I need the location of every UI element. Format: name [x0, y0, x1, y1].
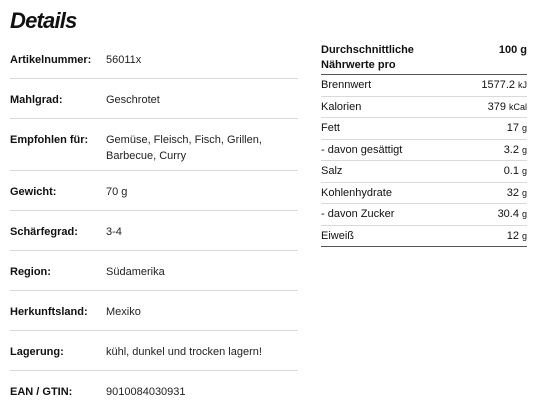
detail-row-origin-country — [10, 291, 298, 331]
detail-row-storage — [10, 331, 298, 371]
detail-row-region — [10, 251, 298, 291]
detail-label: Region: — [10, 266, 51, 278]
nutrition-label: Kohlenhydrate — [321, 186, 392, 199]
nutrition-row-sugar — [321, 204, 527, 226]
details-table — [10, 39, 298, 411]
detail-value: 56011x — [106, 54, 142, 66]
nutrition-header-label: Durchschnittliche Nährwerte pro — [321, 44, 414, 71]
detail-label: Empfohlen für: — [10, 134, 89, 146]
nutrition-header — [321, 39, 527, 75]
nutrition-value: 12 — [506, 229, 519, 242]
detail-label: EAN / GTIN: — [10, 386, 73, 398]
detail-value: Gemüse, Fleisch, Fisch, Grillen, Barbecue, Curry — [106, 134, 262, 162]
nutrition-label: - davon Zucker — [321, 208, 395, 221]
nutrition-header-value: 100 g — [498, 44, 527, 56]
nutrition-value: 17 — [506, 122, 519, 135]
detail-row-spiciness — [10, 211, 298, 251]
detail-label: Schärfegrad: — [10, 226, 78, 238]
nutrition-row-protein — [321, 226, 527, 248]
nutrition-label: Eiweiß — [321, 229, 355, 242]
nutrition-label: Kalorien — [321, 100, 362, 113]
detail-value: 3-4 — [106, 226, 122, 238]
nutrition-row-fat — [321, 118, 527, 140]
nutrition-label: Salz — [321, 165, 343, 178]
nutrition-label: Brennwert — [321, 79, 372, 92]
nutrition-unit: g — [521, 123, 527, 134]
nutrition-unit: g — [521, 187, 527, 198]
detail-label: Mahlgrad: — [10, 94, 63, 106]
nutrition-label: - davon gesättigt — [321, 143, 403, 156]
detail-value: Geschrotet — [106, 94, 160, 106]
detail-value: 9010084030931 — [106, 386, 186, 398]
nutrition-unit: g — [521, 166, 527, 177]
nutrition-unit: g — [521, 144, 527, 155]
detail-label: Artikelnummer: — [10, 54, 92, 66]
nutrition-value: 32 — [506, 186, 519, 199]
detail-row-recommended — [10, 119, 298, 171]
nutrition-value: 0.1 — [503, 165, 519, 178]
detail-label: Herkunftsland: — [10, 306, 88, 318]
details-heading: Details — [10, 8, 77, 33]
detail-row-article-number — [10, 39, 298, 79]
nutrition-unit: g — [521, 209, 527, 220]
nutrition-label: Fett — [321, 122, 340, 135]
nutrition-value: 1577.2 — [481, 79, 515, 92]
nutrition-value: 379 — [487, 100, 506, 113]
detail-value: Südamerika — [106, 266, 165, 278]
detail-row-ean — [10, 371, 298, 411]
nutrition-row-saturated — [321, 140, 527, 162]
nutrition-row-carbohydrates — [321, 183, 527, 205]
nutrition-unit: kJ — [518, 80, 527, 91]
nutrition-value: 3.2 — [503, 143, 519, 156]
nutrition-row-salt — [321, 161, 527, 183]
detail-value: Mexiko — [106, 306, 141, 318]
detail-label: Gewicht: — [10, 186, 57, 198]
detail-row-grind — [10, 79, 298, 119]
detail-value: 70 g — [106, 186, 128, 198]
detail-row-weight — [10, 171, 298, 211]
nutrition-table — [321, 39, 527, 247]
nutrition-value: 30.4 — [497, 208, 519, 221]
nutrition-unit: g — [521, 230, 527, 241]
nutrition-row-calories — [321, 97, 527, 119]
nutrition-row-energy — [321, 75, 527, 97]
nutrition-unit: kCal — [508, 101, 527, 112]
detail-value: kühl, dunkel und trocken lagern! — [106, 346, 262, 358]
detail-label: Lagerung: — [10, 346, 64, 358]
